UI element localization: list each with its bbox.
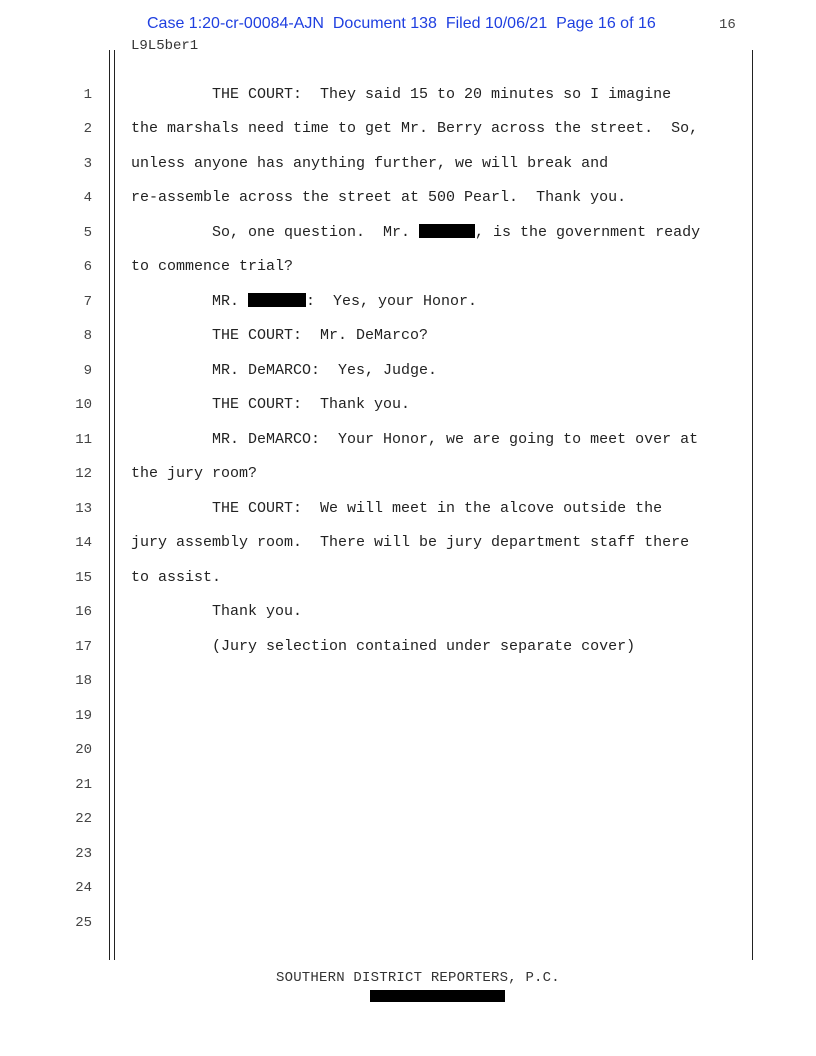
transcript-line-11: MR. DeMARCO: Your Honor, we are going to meet over at (131, 431, 699, 448)
line-number: 8 (83, 328, 92, 344)
right-margin-rule (752, 50, 753, 960)
transcript-line-5-end: , is the government ready (475, 224, 701, 241)
line-number: 1 (83, 87, 92, 103)
line-number: 17 (75, 639, 92, 655)
line-number: 2 (83, 121, 92, 137)
line-number: 10 (75, 397, 92, 413)
transcript-line-9: MR. DeMARCO: Yes, Judge. (131, 362, 438, 379)
line-number: 11 (75, 432, 92, 448)
transcript-line-10: THE COURT: Thank you. (131, 396, 411, 413)
footer-redaction-block (370, 990, 505, 1002)
redaction-block (419, 224, 475, 238)
line-number: 16 (75, 604, 92, 620)
ecf-header (147, 15, 656, 33)
transcript-line-17: (Jury selection contained under separate cover) (131, 638, 636, 655)
transcript-line-14: jury assembly room. There will be jury department staff there (131, 534, 690, 551)
transcript-line-15: to assist. (131, 569, 222, 586)
line-number: 20 (75, 742, 92, 758)
line-number: 7 (83, 294, 92, 310)
transcript-line-5 (131, 224, 700, 241)
transcript-line-6: to commence trial? (131, 258, 294, 275)
transcript-line-3: unless anyone has anything further, we will break and (131, 155, 609, 172)
line-number: 13 (75, 501, 92, 517)
transcript-line-8: THE COURT: Mr. DeMarco? (131, 327, 429, 344)
transcript-line-1: THE COURT: They said 15 to 20 minutes so I imagine (131, 86, 672, 103)
case-code: L9L5ber1 (131, 38, 199, 54)
transcript-line-13: THE COURT: We will meet in the alcove outside the (131, 500, 663, 517)
line-number: 24 (75, 880, 92, 896)
line-number: 21 (75, 777, 92, 793)
line-number: 6 (83, 259, 92, 275)
line-number: 22 (75, 811, 92, 827)
line-number: 3 (83, 156, 92, 172)
line-number: 4 (83, 190, 92, 206)
transcript-line-7-end: : Yes, your Honor. (306, 293, 478, 310)
line-number: 18 (75, 673, 92, 689)
left-margin-rule-outer (109, 50, 110, 960)
left-margin-rule-inner (114, 50, 115, 960)
transcript-line-2: the marshals need time to get Mr. Berry across the street. So, (131, 120, 699, 137)
line-number: 14 (75, 535, 92, 551)
transcript-line-12: the jury room? (131, 465, 258, 482)
footer-reporter: SOUTHERN DISTRICT REPORTERS, P.C. (276, 970, 560, 986)
line-number: 23 (75, 846, 92, 862)
line-number: 15 (75, 570, 92, 586)
redaction-block (248, 293, 306, 307)
transcript-line-7-start: MR. (131, 293, 249, 310)
transcript-line-7 (131, 293, 477, 310)
line-number: 25 (75, 915, 92, 931)
transcript-line-5-start: So, one question. Mr. (131, 224, 420, 241)
line-number: 12 (75, 466, 92, 482)
page-number: 16 (719, 17, 736, 33)
header-case: Case 1:20-cr-00084-AJN (147, 15, 324, 32)
header-filed: Filed 10/06/21 (445, 15, 548, 32)
transcript-line-4: re-assemble across the street at 500 Pearl. Thank you. (131, 189, 627, 206)
line-number: 5 (83, 225, 92, 241)
transcript-line-16: Thank you. (131, 603, 303, 620)
header-page: Page 16 of 16 (556, 15, 656, 32)
line-number: 19 (75, 708, 92, 724)
header-document: Document 138 (332, 15, 437, 32)
line-number: 9 (83, 363, 92, 379)
